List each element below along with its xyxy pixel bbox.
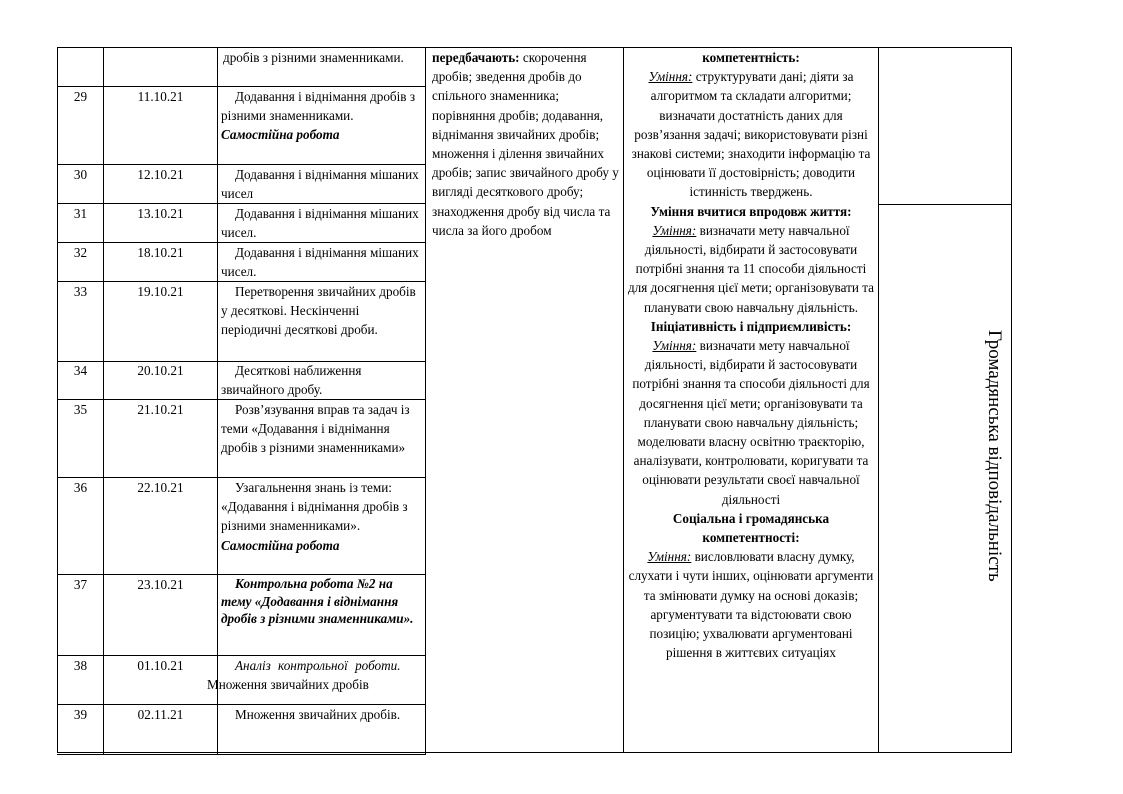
skills-label: Уміння:: [652, 222, 697, 238]
col5-divider: [878, 204, 1012, 205]
topic-cell: Десяткові наближення звичайного дробу.: [221, 363, 362, 398]
competence-heading: Уміння вчитися впродовж життя:: [650, 203, 852, 219]
lesson-number: 36: [73, 480, 88, 495]
topic-text: Множення звичайних дробів: [207, 677, 369, 693]
lesson-date: 18.10.21: [137, 245, 184, 260]
skills-text: структурувати дані; діяти за алгоритмом та складати алгоритми; визначати достатність даних для розв’язання задачі; використовувати різні знакові системи; знаходити інформацію та оцінювати її достовірність; доводити істинність тверджень.: [631, 69, 871, 200]
lesson-number: 39: [73, 707, 88, 722]
topic-cell: Додавання і віднімання мішаних чисел.: [221, 245, 419, 280]
lesson-number: 38: [73, 658, 88, 673]
topic-cell: дробів з різними знаменниками.: [223, 50, 404, 65]
lesson-number: 30: [73, 167, 88, 182]
topic-extra: Самостійна робота: [221, 537, 340, 553]
competence-skills: [627, 67, 875, 201]
table-border-bottom: [57, 752, 1012, 753]
vline-5: [623, 47, 624, 753]
competence-skills: [627, 336, 875, 509]
outcomes-lead: передбачають:: [432, 50, 520, 65]
skills-text: визначати мету навчальної діяльності, відбирати й застосовувати потрібні знання та способи діяльності для досягнення цієї мети; організовувати та планувати свою навчальну діяльність; моделювати власну освітню траєкторію, аналізувати, контролювати, коригувати та оцінювати результати своєї навчальної діяльності: [632, 338, 870, 507]
topic-cell: [207, 656, 421, 694]
lesson-date: 13.10.21: [137, 206, 184, 221]
skills-label: Уміння:: [647, 549, 692, 565]
lesson-date: 01.10.21: [137, 658, 184, 673]
topic-cell: [221, 87, 421, 145]
skills-text: визначати мету навчальної діяльності, відбирати й застосовувати потрібні знання та 11 способи діяльності для досягнення цієї мети; організовувати та планувати свою навчальну діяльність.: [627, 222, 875, 315]
lesson-date: 20.10.21: [137, 363, 184, 378]
competence-heading: Соціальна і громадянська компетентності:: [672, 510, 830, 546]
vline-right: [1011, 47, 1012, 753]
lesson-number: 33: [73, 284, 88, 299]
lesson-number: 35: [73, 402, 88, 417]
lesson-number: 31: [73, 206, 88, 221]
skills-text: висловлювати власну думку, слухати і чути інших, оцінювати аргументи та змінювати думку на основі доказів; аргументувати та відстоювати свою позицію; ухвалювати аргументовані рішення в життєвих ситуаціях: [628, 549, 874, 661]
lesson-date: 02.11.21: [137, 707, 184, 722]
lesson-number: 29: [73, 89, 88, 104]
lesson-number: 34: [73, 363, 88, 378]
vline-6: [878, 47, 879, 753]
lesson-date: 12.10.21: [137, 167, 184, 182]
topic-extra: Самостійна робота: [221, 127, 340, 143]
outcomes-cell: [432, 48, 620, 240]
topic-cell: Перетворення звичайних дробів у десяткові. Нескінченні періодичні десяткові дроби.: [221, 284, 416, 338]
competences-cell: [627, 48, 875, 663]
topic-cell: [221, 478, 421, 555]
topic-cell: Множення звичайних дробів.: [235, 707, 401, 722]
topic-cell: Контрольна робота №2 на тему «Додавання і віднімання дробів з різними знаменниками».: [221, 576, 414, 626]
topic-text: Додавання і віднімання дробів з різними знаменниками.: [221, 89, 416, 124]
lesson-date: 11.10.21: [137, 89, 184, 104]
table-border-bottom-2: [57, 754, 425, 755]
topic-text: Узагальнення знань із теми: «Додавання і віднімання дробів з різними знаменниками».: [221, 480, 408, 534]
topic-italic: Аналіз контрольної роботи.: [235, 658, 401, 673]
lesson-date: 23.10.21: [137, 577, 184, 592]
lesson-date: 19.10.21: [137, 284, 184, 299]
skills-label: Уміння:: [652, 338, 697, 354]
vline-3: [217, 47, 218, 755]
topic-cell: Додавання і віднімання мішаних чисел: [221, 167, 419, 202]
outcomes-text: скорочення дробів; зведення дробів до спільного знаменника; порівняння дробів; додавання, віднімання звичайних дробів; множення і ділення звичайних дробів; запис звичайного дробу у вигляді десяткового дробу; знаходження дробу від числа та числа за його дробом: [432, 50, 619, 238]
competence-skills: [627, 221, 875, 317]
skills-label: Уміння:: [648, 69, 693, 85]
competence-heading: Ініціативність і підприємливість:: [650, 318, 852, 334]
topic-cell: Додавання і віднімання мішаних чисел.: [221, 206, 419, 241]
lesson-date: 21.10.21: [137, 402, 184, 417]
topic-cell: Розв’язування вправ та задач із теми «Додавання і віднімання дробів з різними знаменниками»: [221, 402, 410, 456]
civic-responsibility-label: Громадянська відповідальність: [984, 330, 1005, 582]
competence-skills: [627, 547, 875, 662]
competence-heading: компетентність:: [702, 50, 800, 65]
lesson-number: 32: [73, 245, 88, 260]
lesson-number: 37: [73, 577, 88, 592]
lesson-date: 22.10.21: [137, 480, 184, 495]
vline-4: [425, 47, 426, 755]
